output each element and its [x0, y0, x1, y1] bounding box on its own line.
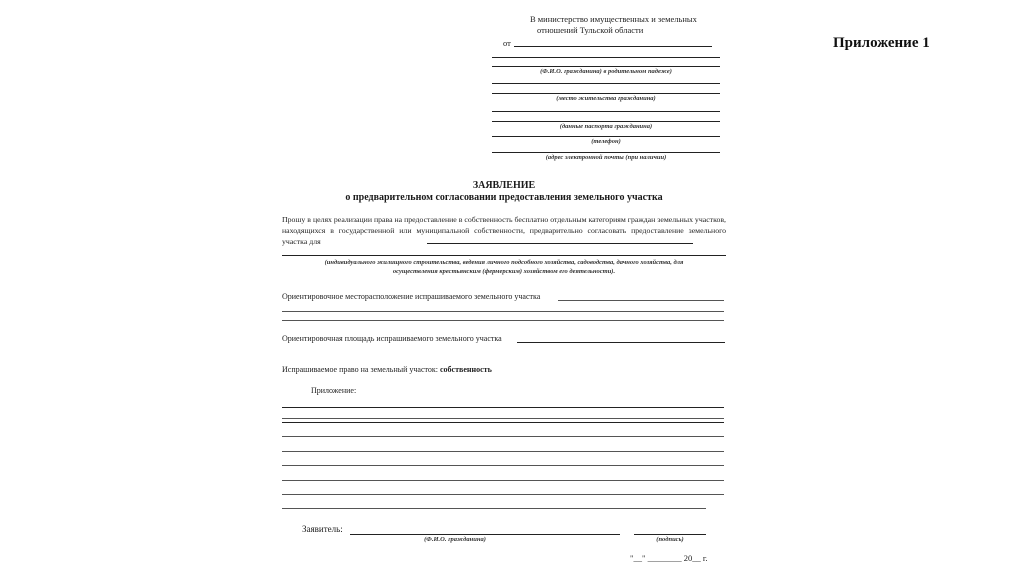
attachment-label: Приложение: [311, 386, 357, 395]
purpose-fill-line-1 [427, 243, 693, 244]
location-label: Ориентировочное месторасположение испрашиваемого земельного участка [282, 292, 541, 301]
residence-fill-line-1 [492, 83, 720, 84]
signature-line [634, 534, 706, 535]
right-value: собственность [440, 365, 492, 374]
addressee-line-2: отношений Тульской области [537, 25, 644, 35]
applicant-label: Заявитель: [302, 524, 343, 534]
fio-fill-line-3 [492, 66, 720, 67]
caption-passport: (данные паспорта гражданина) [559, 123, 653, 130]
caption-email: (адрес электронной почты (при наличии) [545, 154, 667, 161]
residence-fill-line-2 [492, 93, 720, 94]
attachment-line-2 [282, 418, 724, 419]
area-fill-line [517, 342, 725, 343]
attachment-line-7 [282, 480, 724, 481]
fio-fill-line-2 [492, 57, 720, 58]
document-title: ЗАЯВЛЕНИЕ [472, 180, 536, 191]
purpose-hint-2: осуществления крестьянским (фермерским) хозяйством его деятельности). [392, 268, 616, 275]
caption-fio-header: (Ф.И.О. гражданина) в родительном падеже) [540, 68, 672, 75]
right-label-text: Испрашиваемое право на земельный участок: [282, 365, 438, 374]
addressee-line-1: В министерство имущественных и земельных [530, 14, 697, 24]
request-paragraph: Прошу в целях реализации права на предоставление в собственность бесплатно отдельным категориям граждан земельных участков, находящихся в государственной или муниципальной собственности, предварительно согласовать предоставление земельного участка для [282, 215, 726, 246]
date-field: "__" ________ 20__ г. [630, 553, 708, 563]
location-fill-line-3 [282, 320, 724, 321]
location-fill-line-2 [282, 311, 724, 312]
attachment-line-1 [282, 407, 724, 408]
phone-fill-line [492, 136, 720, 137]
document-subtitle: о предварительном согласовании предоставления земельного участка [345, 192, 663, 203]
appendix-label: Приложение 1 [833, 35, 930, 51]
attachment-line-3 [282, 422, 724, 423]
caption-phone: (телефон) [591, 138, 621, 145]
area-label: Ориентировочная площадь испрашиваемого земельного участка [282, 334, 502, 343]
right-label [282, 365, 492, 374]
purpose-hint-1: (индивидуального жилищного строительства, ведения личного подсобного хозяйства, садоводства, дачного хозяйства, для [324, 259, 684, 266]
caption-signature: (подпись) [656, 536, 684, 543]
caption-residence: (место жительства гражданина) [556, 95, 656, 102]
attachment-line-9 [282, 508, 706, 509]
from-fill-line [514, 46, 712, 47]
attachment-line-8 [282, 494, 724, 495]
attachment-line-5 [282, 451, 724, 452]
attachment-line-4 [282, 436, 724, 437]
from-prefix: от [503, 38, 511, 48]
applicant-fio-line [350, 534, 620, 535]
purpose-fill-line-2 [282, 255, 726, 256]
passport-fill-line-2 [492, 121, 720, 122]
attachment-line-6 [282, 465, 724, 466]
passport-fill-line-1 [492, 111, 720, 112]
caption-applicant-fio: (Ф.И.О. гражданина) [424, 536, 486, 543]
email-fill-line [492, 152, 720, 153]
location-fill-line-1 [558, 300, 724, 301]
